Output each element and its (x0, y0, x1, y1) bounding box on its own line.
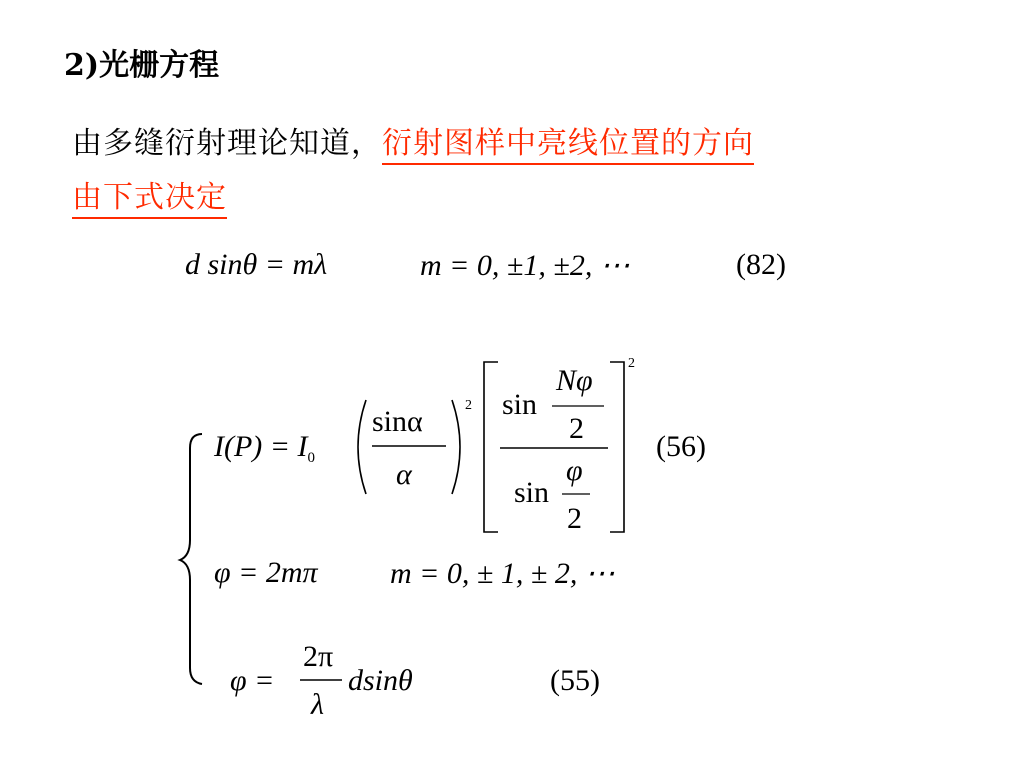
frac1-num-text: sinα (372, 405, 423, 438)
section-heading: 2)光栅方程 (64, 48, 220, 83)
big-den-frac-den: 2 (567, 502, 582, 535)
eq56-number: (56) (656, 430, 706, 463)
left-bracket (484, 362, 498, 532)
big-den-frac-num: φ (566, 454, 583, 487)
left-paren (358, 400, 366, 494)
right-bracket (610, 362, 624, 532)
eq55-frac-num: 2π (303, 640, 334, 673)
big-num-frac-den: 2 (569, 412, 584, 445)
intro-text-black: 由多缝衍射理论知道， (72, 126, 382, 161)
eq55-frac-den: λ (311, 688, 324, 721)
eq55-rhs: dsinθ (348, 664, 413, 697)
eq82-lhs: d sinθ = mλ (185, 248, 328, 281)
frac1-denominator: α (396, 458, 412, 491)
eq82-condition: m = 0, ±1, ±2, ⋯ (420, 249, 630, 282)
big-den-sin: sin (514, 476, 550, 509)
eq56-lhs-text: I(P) = I (214, 430, 308, 463)
exp2: 2 (628, 356, 635, 371)
big-num-sin: sin (502, 388, 538, 421)
phase-lhs: φ = 2mπ (214, 556, 318, 589)
intro-text-red-1: 衍射图样中亮线位置的方向 (382, 126, 754, 165)
big-num-frac-num: Nφ (556, 364, 593, 397)
frac1-numerator (372, 405, 423, 439)
exp1: 2 (465, 398, 472, 413)
eq56-lhs (214, 430, 315, 467)
eq55-number: (55) (550, 664, 600, 697)
phase-condition: m = 0, ± 1, ± 2, ⋯ (390, 557, 615, 590)
left-brace (180, 434, 202, 684)
intro-text-red-2: 由下式决定 (72, 180, 227, 219)
eq55-lhs: φ = (230, 664, 275, 697)
eq82-number: (82) (736, 248, 786, 281)
eq56-subscript: 0 (307, 450, 316, 466)
right-paren (452, 400, 460, 494)
